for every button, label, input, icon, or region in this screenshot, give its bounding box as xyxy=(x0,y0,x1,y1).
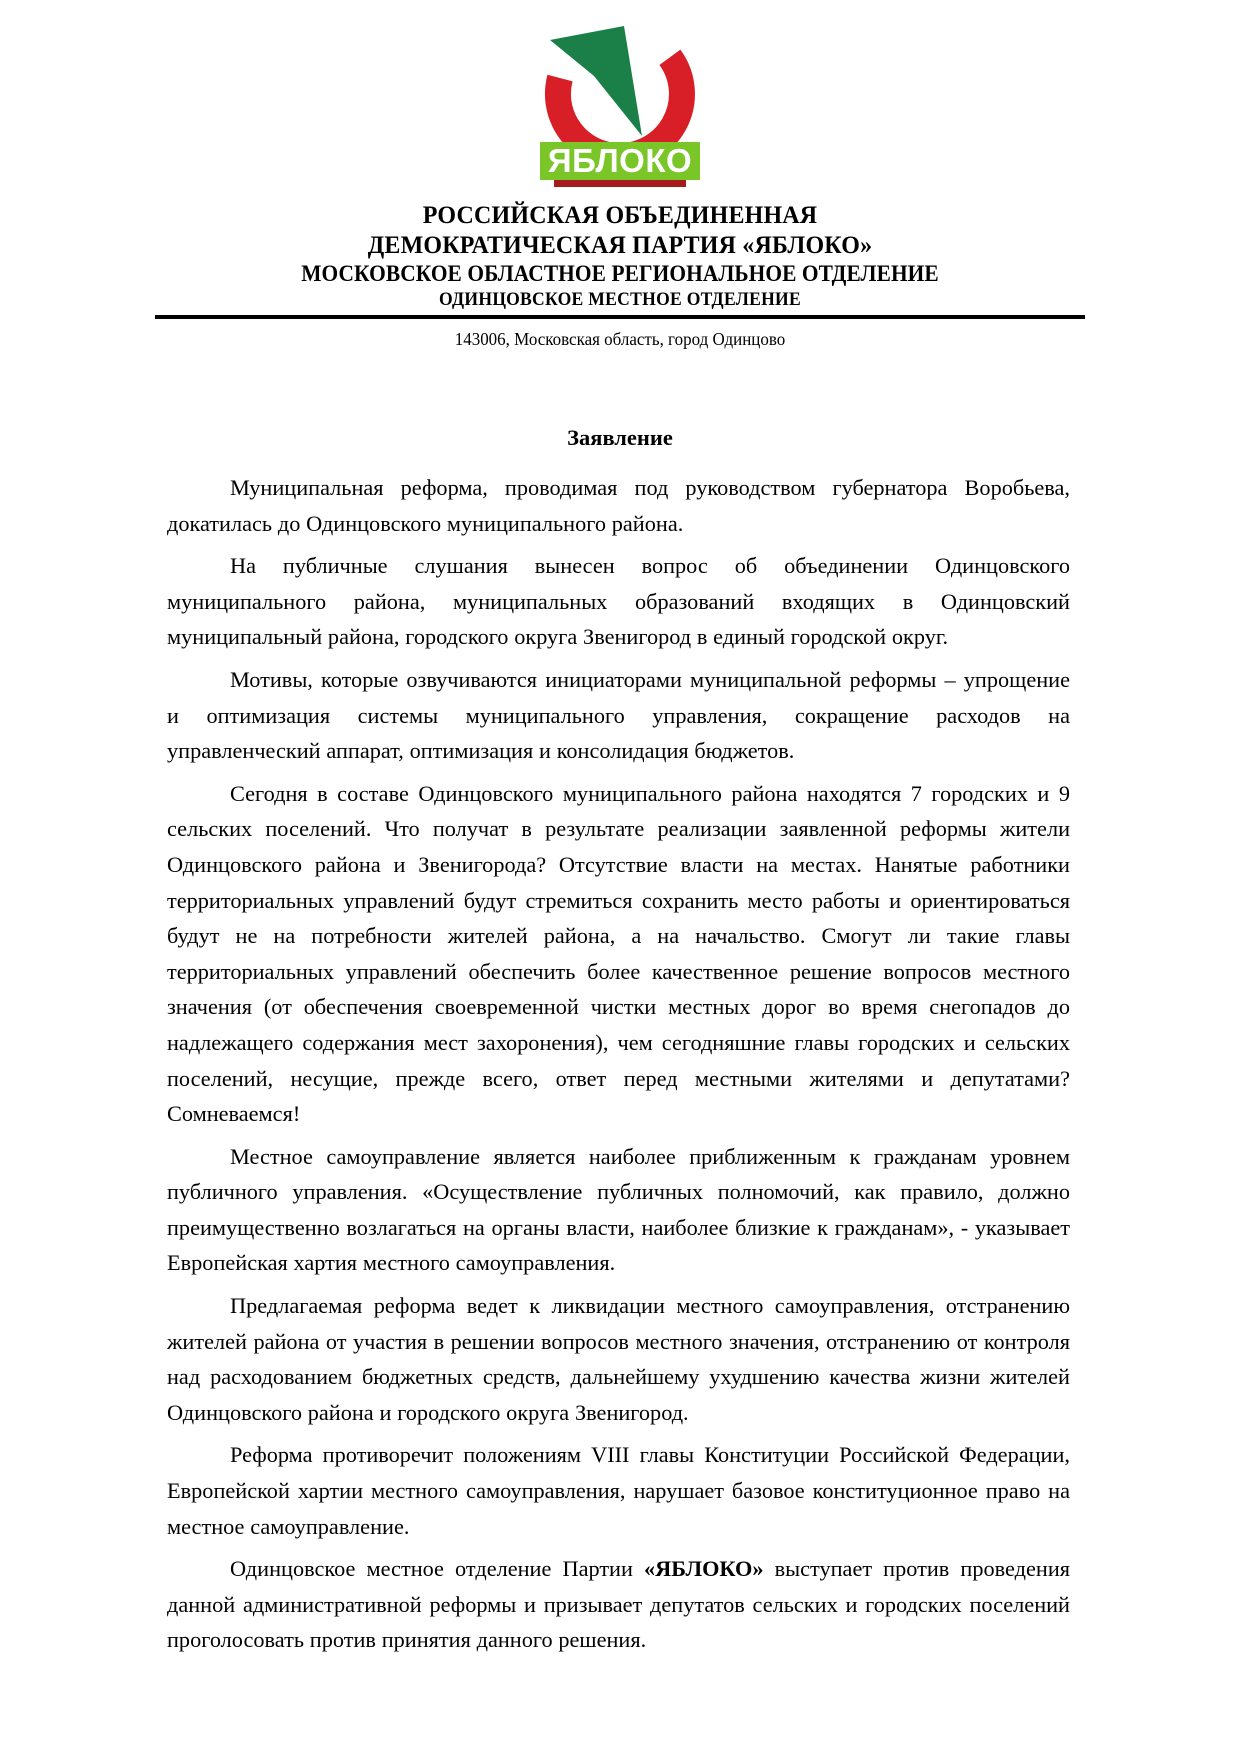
paragraph: Мотивы, которые озвучиваются инициаторами муниципальной реформы – упрощение и оптимизация системы муниципального управления, сокращение расходов на управленческий аппарат, оптимизация и консолидация бюджетов. xyxy=(167,666,1070,764)
paragraph: Муниципальная реформа, проводимая под руководством губернатора Воробьева, докатилась до Одинцовского муниципального района. xyxy=(167,475,1070,536)
regional-branch-line: МОСКОВСКОЕ ОБЛАСТНОЕ РЕГИОНАЛЬНОЕ ОТДЕЛЕНИЕ xyxy=(301,261,939,286)
paragraph: Местное самоуправление является наиболее приближенным к гражданам уровнем публичного управления. «Осуществление публичных полномочий, как правило, должно преимущественно возлагаться на органы власти, наиболее близкие к гражданам», - указывает Европейская хартия местного самоуправления. xyxy=(167,1143,1070,1276)
paragraph-final xyxy=(167,1551,1070,1658)
logo-wordmark: ЯБЛОКО xyxy=(547,142,693,179)
paragraph: Предлагаемая реформа ведет к ликвидации местного самоуправления, отстранению жителей района от участия в решении вопросов местного значения, отстранению от контроля над расходованием бюджетных средств, дальнейшему ухудшению качества жизни жителей Одинцовского района и городского округа Звенигород. xyxy=(167,1293,1070,1425)
final-text-before: Одинцовское местное отделение Партии xyxy=(230,1556,645,1582)
postal-address: 143006, Московская область, город Одинцово xyxy=(454,329,786,349)
document-title: Заявление xyxy=(567,425,673,450)
letterhead-divider xyxy=(155,315,1085,319)
org-name-line-1: РОССИЙСКАЯ ОБЪЕДИНЕННАЯ xyxy=(422,200,818,229)
document-body xyxy=(167,470,1070,1658)
org-name-line-2: ДЕМОКРАТИЧЕСКАЯ ПАРТИЯ «ЯБЛОКО» xyxy=(367,230,873,259)
letterhead xyxy=(155,200,1085,350)
paragraph: Реформа противоречит положениям VIII главы Конституции Российской Федерации, Европейской хартии местного самоуправления, нарушает базовое конституционное право на местное самоуправление. xyxy=(167,1442,1070,1539)
logo-container xyxy=(0,18,1240,190)
logo-base-bar xyxy=(554,180,686,187)
paragraph: Сегодня в составе Одинцовского муниципального района находятся 7 городских и 9 сельских поселений. Что получат в результате реализации заявленной реформы жители Одинцовского района и Звенигорода? Отсутствие власти на местах. Нанятые работники территориальных управлений будут стремиться сохранить место работы и ориентироваться будут не на потребности жителей района, а на начальство. Смогут ли такие главы территориальных управлений обеспечить более качественное решение вопросов местного значения (от обеспечения своевременной чистки местных дорог во время снегопадов до надлежащего содержания мест захоронения), чем сегодняшние главы городских и сельских поселений, несущие, прежде всего, ответ перед местными жителями и депутатами? Сомневаемся! xyxy=(167,780,1070,1127)
party-name-emphasis: «ЯБЛОКО» xyxy=(644,1556,764,1582)
final-text-after: выступает против проведения данной административной реформы и призывает депутатов сельских и городских поселений проголосовать против принятия данного решения. xyxy=(167,1556,1071,1653)
yabloko-logo-graphic xyxy=(532,18,708,190)
paragraph: На публичные слушания вынесен вопрос об объединении Одинцовского муниципального района, муниципальных образований входящих в Одинцовский муниципальный района, городского округа Звенигород в единый городской округ. xyxy=(167,553,1070,650)
yabloko-logo xyxy=(532,18,708,190)
local-branch-line: ОДИНЦОВСКОЕ МЕСТНОЕ ОТДЕЛЕНИЕ xyxy=(438,290,802,310)
